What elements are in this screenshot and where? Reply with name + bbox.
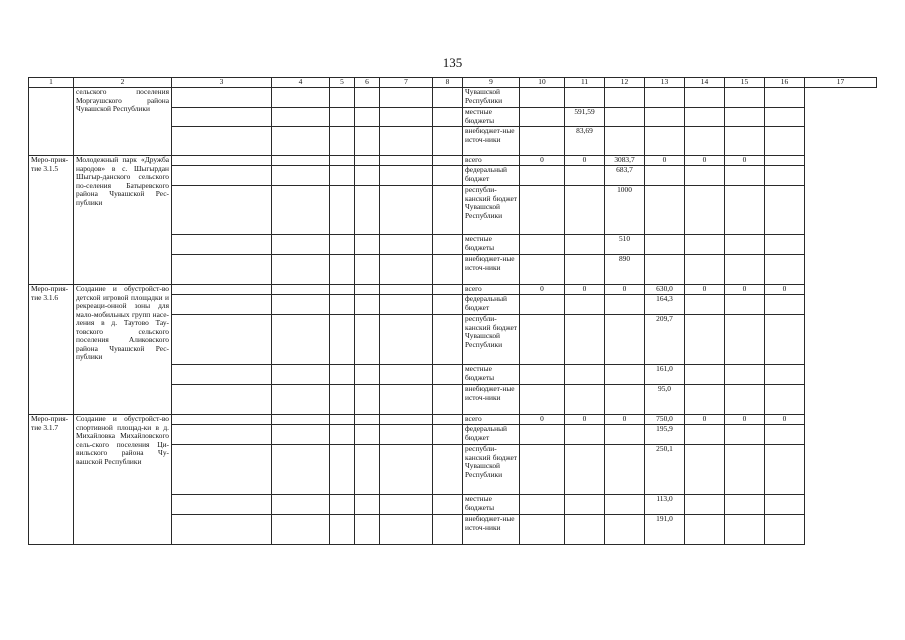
amount-cell xyxy=(685,127,725,156)
column-header: 9 xyxy=(463,78,520,88)
empty-cell xyxy=(172,425,272,445)
empty-cell xyxy=(272,186,330,235)
empty-cell xyxy=(355,127,380,156)
empty-cell xyxy=(355,425,380,445)
amount-cell xyxy=(765,385,805,415)
empty-cell xyxy=(355,295,380,315)
empty-cell xyxy=(355,315,380,365)
amount-cell xyxy=(645,235,685,255)
table-row xyxy=(29,415,877,425)
empty-cell xyxy=(355,166,380,186)
amount-cell: 890 xyxy=(605,255,645,285)
amount-cell: 0 xyxy=(520,285,565,295)
amount-cell xyxy=(685,255,725,285)
measure-name: Создание и обустройст-во детской игровой площадки и рекреаци-онной зоны для мало-мобильных групп насе-ления в д. Таутово Тау-товского сельского поселения Аликовского района Чувашской Рес-публики xyxy=(74,285,172,415)
amount-cell xyxy=(520,235,565,255)
empty-cell xyxy=(172,315,272,365)
measure-label: Меро-прия-тие 3.1.7 xyxy=(29,415,74,545)
table-row xyxy=(29,156,877,166)
amount-cell xyxy=(645,255,685,285)
amount-cell: 0 xyxy=(520,415,565,425)
empty-cell xyxy=(172,88,272,108)
amount-cell xyxy=(605,385,645,415)
empty-cell xyxy=(330,295,355,315)
empty-cell xyxy=(355,495,380,515)
empty-cell xyxy=(380,166,433,186)
empty-cell xyxy=(355,415,380,425)
amount-cell xyxy=(765,365,805,385)
amount-cell: 0 xyxy=(565,156,605,166)
empty-cell xyxy=(380,108,433,127)
column-header: 10 xyxy=(520,78,565,88)
table-row xyxy=(29,285,877,295)
amount-cell: 591,59 xyxy=(565,108,605,127)
empty-cell xyxy=(433,365,463,385)
empty-cell xyxy=(355,88,380,108)
amount-cell xyxy=(520,445,565,495)
amount-cell xyxy=(685,365,725,385)
amount-cell xyxy=(605,365,645,385)
empty-cell xyxy=(355,515,380,545)
empty-cell xyxy=(272,495,330,515)
amount-cell xyxy=(565,255,605,285)
empty-cell xyxy=(380,415,433,425)
funding-source: Чувашской Республики xyxy=(463,88,520,108)
empty-cell xyxy=(272,88,330,108)
empty-cell xyxy=(380,515,433,545)
amount-cell xyxy=(565,385,605,415)
amount-cell xyxy=(520,88,565,108)
empty-cell xyxy=(355,385,380,415)
amount-cell: 3083,7 xyxy=(605,156,645,166)
empty-cell xyxy=(433,186,463,235)
empty-cell xyxy=(172,295,272,315)
amount-cell xyxy=(685,235,725,255)
amount-cell: 95,0 xyxy=(645,385,685,415)
empty-cell xyxy=(380,255,433,285)
amount-cell xyxy=(565,88,605,108)
empty-cell xyxy=(172,156,272,166)
table-row xyxy=(29,88,877,108)
page-number: 135 xyxy=(442,55,463,70)
amount-cell xyxy=(765,255,805,285)
amount-cell xyxy=(725,88,765,108)
empty-cell xyxy=(272,295,330,315)
amount-cell xyxy=(685,495,725,515)
amount-cell xyxy=(765,495,805,515)
empty-cell xyxy=(355,186,380,235)
column-header: 7 xyxy=(380,78,433,88)
budget-table xyxy=(28,77,877,545)
amount-cell: 83,69 xyxy=(565,127,605,156)
empty-cell xyxy=(433,415,463,425)
empty-cell xyxy=(433,285,463,295)
empty-cell xyxy=(330,235,355,255)
amount-cell xyxy=(605,108,645,127)
amount-cell xyxy=(565,315,605,365)
amount-cell xyxy=(765,156,805,166)
amount-cell xyxy=(685,445,725,495)
amount-cell xyxy=(685,295,725,315)
amount-cell: 0 xyxy=(765,285,805,295)
funding-source: местные бюджеты xyxy=(463,495,520,515)
amount-cell xyxy=(565,166,605,186)
empty-cell xyxy=(355,445,380,495)
empty-cell xyxy=(272,285,330,295)
empty-cell xyxy=(272,315,330,365)
amount-cell xyxy=(520,127,565,156)
amount-cell xyxy=(765,127,805,156)
amount-cell xyxy=(645,108,685,127)
amount-cell xyxy=(565,515,605,545)
empty-cell xyxy=(272,515,330,545)
amount-cell: 0 xyxy=(565,415,605,425)
empty-cell xyxy=(380,385,433,415)
empty-cell xyxy=(330,415,355,425)
empty-cell xyxy=(330,255,355,285)
empty-cell xyxy=(172,285,272,295)
amount-cell xyxy=(725,365,765,385)
empty-cell xyxy=(272,235,330,255)
empty-cell xyxy=(433,108,463,127)
empty-cell xyxy=(330,156,355,166)
empty-cell xyxy=(172,415,272,425)
empty-cell xyxy=(433,445,463,495)
empty-cell xyxy=(172,186,272,235)
funding-source: республи-канский бюджет Чувашской Республики xyxy=(463,186,520,235)
amount-cell xyxy=(520,108,565,127)
amount-cell xyxy=(565,425,605,445)
amount-cell xyxy=(605,425,645,445)
empty-cell xyxy=(272,415,330,425)
amount-cell xyxy=(765,425,805,445)
amount-cell xyxy=(520,255,565,285)
empty-cell xyxy=(433,295,463,315)
amount-cell xyxy=(645,88,685,108)
empty-cell xyxy=(433,495,463,515)
amount-cell xyxy=(685,166,725,186)
measure-label xyxy=(29,88,74,156)
amount-cell xyxy=(725,515,765,545)
amount-cell xyxy=(725,108,765,127)
empty-cell xyxy=(172,127,272,156)
amount-cell xyxy=(605,88,645,108)
amount-cell xyxy=(725,166,765,186)
table-body xyxy=(29,88,877,545)
amount-cell: 161,0 xyxy=(645,365,685,385)
empty-cell xyxy=(433,166,463,186)
empty-cell xyxy=(380,445,433,495)
amount-cell xyxy=(725,445,765,495)
amount-cell: 0 xyxy=(765,415,805,425)
amount-cell: 209,7 xyxy=(645,315,685,365)
amount-cell xyxy=(725,495,765,515)
empty-cell xyxy=(380,127,433,156)
empty-cell xyxy=(380,156,433,166)
empty-cell xyxy=(433,255,463,285)
funding-source: местные бюджеты xyxy=(463,108,520,127)
amount-cell: 0 xyxy=(520,156,565,166)
amount-cell xyxy=(765,108,805,127)
empty-cell xyxy=(433,315,463,365)
empty-cell xyxy=(272,385,330,415)
empty-cell xyxy=(433,127,463,156)
empty-cell xyxy=(330,495,355,515)
funding-source: всего xyxy=(463,156,520,166)
empty-cell xyxy=(380,285,433,295)
empty-cell xyxy=(172,385,272,415)
empty-cell xyxy=(330,515,355,545)
empty-cell xyxy=(433,156,463,166)
empty-cell xyxy=(272,166,330,186)
amount-cell: 113,0 xyxy=(645,495,685,515)
amount-cell xyxy=(645,166,685,186)
amount-cell xyxy=(685,385,725,415)
amount-cell xyxy=(605,127,645,156)
amount-cell xyxy=(520,295,565,315)
empty-cell xyxy=(172,445,272,495)
empty-cell xyxy=(355,108,380,127)
empty-cell xyxy=(433,515,463,545)
amount-cell xyxy=(605,295,645,315)
empty-cell xyxy=(172,235,272,255)
amount-cell xyxy=(520,425,565,445)
column-header: 8 xyxy=(433,78,463,88)
amount-cell: 0 xyxy=(685,156,725,166)
amount-cell: 0 xyxy=(685,415,725,425)
funding-source: всего xyxy=(463,415,520,425)
empty-cell xyxy=(172,108,272,127)
amount-cell xyxy=(765,166,805,186)
amount-cell xyxy=(520,166,565,186)
empty-cell xyxy=(380,186,433,235)
amount-cell xyxy=(520,315,565,365)
amount-cell xyxy=(765,315,805,365)
empty-cell xyxy=(380,235,433,255)
amount-cell: 1000 xyxy=(605,186,645,235)
measure-name: Молодежный парк «Дружба народов» в с. Шыгырдан Шыгыр-данского сельского по-селения Батыревского района Чувашской Рес-публики xyxy=(74,156,172,285)
amount-cell xyxy=(605,445,645,495)
amount-cell xyxy=(725,235,765,255)
empty-cell xyxy=(330,285,355,295)
column-header: 17 xyxy=(805,78,877,88)
amount-cell: 0 xyxy=(605,285,645,295)
funding-source: республи-канский бюджет Чувашской Республики xyxy=(463,445,520,495)
empty-cell xyxy=(330,88,355,108)
amount-cell xyxy=(725,255,765,285)
empty-cell xyxy=(380,495,433,515)
amount-cell xyxy=(565,495,605,515)
empty-cell xyxy=(433,88,463,108)
empty-cell xyxy=(330,425,355,445)
amount-cell xyxy=(685,108,725,127)
funding-source: внебюджет-ные источ-ники xyxy=(463,255,520,285)
amount-cell: 750,0 xyxy=(645,415,685,425)
amount-cell xyxy=(685,315,725,365)
empty-cell xyxy=(330,127,355,156)
amount-cell: 0 xyxy=(565,285,605,295)
measure-name: Создание и обустройст-во спортивной площад-ки в д. Михайловка Михайловского сель-ского поселения Ци-вильского района Чу-вашской Республики xyxy=(74,415,172,545)
amount-cell: 683,7 xyxy=(605,166,645,186)
amount-cell xyxy=(685,425,725,445)
funding-source: федеральный бюджет xyxy=(463,425,520,445)
amount-cell xyxy=(765,88,805,108)
empty-cell xyxy=(380,425,433,445)
amount-cell: 0 xyxy=(725,285,765,295)
amount-cell: 630,0 xyxy=(645,285,685,295)
empty-cell xyxy=(433,425,463,445)
empty-cell xyxy=(380,365,433,385)
amount-cell xyxy=(725,425,765,445)
empty-cell xyxy=(355,235,380,255)
funding-source: республи-канский бюджет Чувашской Республики xyxy=(463,315,520,365)
amount-cell xyxy=(565,295,605,315)
amount-cell: 250,1 xyxy=(645,445,685,495)
amount-cell: 0 xyxy=(725,156,765,166)
empty-cell xyxy=(272,156,330,166)
column-header: 13 xyxy=(645,78,685,88)
amount-cell xyxy=(725,127,765,156)
amount-cell xyxy=(765,235,805,255)
amount-cell xyxy=(765,515,805,545)
funding-source: местные бюджеты xyxy=(463,365,520,385)
funding-source: внебюджет-ные источ-ники xyxy=(463,127,520,156)
amount-cell: 0 xyxy=(685,285,725,295)
amount-cell xyxy=(645,186,685,235)
amount-cell xyxy=(685,515,725,545)
amount-cell xyxy=(520,186,565,235)
column-header: 12 xyxy=(605,78,645,88)
measure-label: Меро-прия-тие 3.1.6 xyxy=(29,285,74,415)
empty-cell xyxy=(272,127,330,156)
funding-source: федеральный бюджет xyxy=(463,166,520,186)
column-header: 5 xyxy=(330,78,355,88)
amount-cell: 164,3 xyxy=(645,295,685,315)
empty-cell xyxy=(330,186,355,235)
amount-cell xyxy=(520,385,565,415)
measure-label: Меро-прия-тие 3.1.5 xyxy=(29,156,74,285)
empty-cell xyxy=(272,425,330,445)
amount-cell xyxy=(565,445,605,495)
amount-cell xyxy=(520,515,565,545)
empty-cell xyxy=(172,495,272,515)
amount-cell xyxy=(685,186,725,235)
column-header: 11 xyxy=(565,78,605,88)
funding-source: внебюджет-ные источ-ники xyxy=(463,515,520,545)
amount-cell xyxy=(565,365,605,385)
empty-cell xyxy=(172,515,272,545)
empty-cell xyxy=(330,315,355,365)
empty-cell xyxy=(272,255,330,285)
empty-cell xyxy=(272,108,330,127)
column-header: 3 xyxy=(172,78,272,88)
empty-cell xyxy=(355,255,380,285)
empty-cell xyxy=(433,235,463,255)
amount-cell: 195,9 xyxy=(645,425,685,445)
empty-cell xyxy=(380,88,433,108)
column-header: 2 xyxy=(74,78,172,88)
amount-cell xyxy=(725,295,765,315)
empty-cell xyxy=(355,156,380,166)
column-header: 6 xyxy=(355,78,380,88)
amount-cell xyxy=(645,127,685,156)
amount-cell xyxy=(565,235,605,255)
amount-cell: 510 xyxy=(605,235,645,255)
empty-cell xyxy=(272,365,330,385)
funding-source: всего xyxy=(463,285,520,295)
amount-cell xyxy=(605,515,645,545)
amount-cell xyxy=(520,365,565,385)
empty-cell xyxy=(172,365,272,385)
amount-cell xyxy=(605,315,645,365)
funding-source: местные бюджеты xyxy=(463,235,520,255)
amount-cell: 0 xyxy=(605,415,645,425)
column-header: 15 xyxy=(725,78,765,88)
empty-cell xyxy=(330,445,355,495)
empty-cell xyxy=(330,385,355,415)
empty-cell xyxy=(172,255,272,285)
amount-cell xyxy=(565,186,605,235)
column-header: 14 xyxy=(685,78,725,88)
amount-cell xyxy=(765,186,805,235)
funding-source: внебюджет-ные источ-ники xyxy=(463,385,520,415)
empty-cell xyxy=(380,315,433,365)
amount-cell: 0 xyxy=(645,156,685,166)
amount-cell xyxy=(765,445,805,495)
amount-cell xyxy=(520,495,565,515)
column-header: 4 xyxy=(272,78,330,88)
empty-cell xyxy=(433,385,463,415)
empty-cell xyxy=(380,295,433,315)
amount-cell xyxy=(685,88,725,108)
column-header: 16 xyxy=(765,78,805,88)
measure-name: сельского поселения Моргаушского района Чувашской Республики xyxy=(74,88,172,156)
empty-cell xyxy=(272,445,330,495)
empty-cell xyxy=(355,285,380,295)
empty-cell xyxy=(355,365,380,385)
column-header: 1 xyxy=(29,78,74,88)
funding-source: федеральный бюджет xyxy=(463,295,520,315)
amount-cell xyxy=(725,315,765,365)
empty-cell xyxy=(330,108,355,127)
empty-cell xyxy=(330,166,355,186)
amount-cell: 191,0 xyxy=(645,515,685,545)
empty-cell xyxy=(172,166,272,186)
header-row xyxy=(29,78,877,88)
amount-cell xyxy=(605,495,645,515)
amount-cell xyxy=(725,186,765,235)
amount-cell: 0 xyxy=(725,415,765,425)
amount-cell xyxy=(725,385,765,415)
empty-cell xyxy=(330,365,355,385)
amount-cell xyxy=(765,295,805,315)
